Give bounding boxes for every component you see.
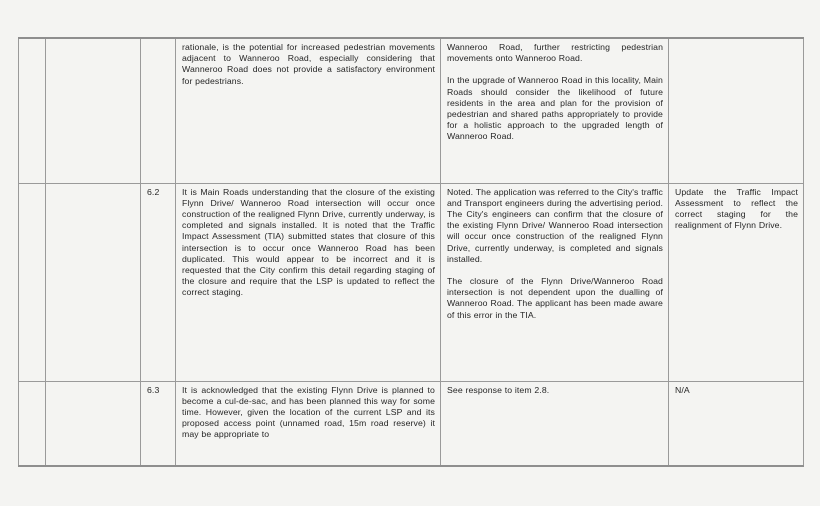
action-paragraph: N/A: [675, 384, 690, 395]
cell-item-number: 6.2: [141, 183, 176, 381]
cell-item-number: [141, 38, 176, 183]
table-row: [19, 38, 804, 183]
response-paragraph-2: In the upgrade of Wanneroo Road in this locality, Main Roads should consider the likelihood of future residents in the area and plan for the provision of pedestrian and shared paths appropriately to provide for a holistic approach to the upgraded length of Wanneroo Road.: [447, 75, 663, 142]
cell-blank-b: [46, 381, 141, 466]
cell-blank-b: [46, 183, 141, 381]
action-paragraph: Update the Traffic Impact Assessment to reflect the correct staging for the realignment of Flynn Drive.: [675, 186, 798, 231]
table-row: [19, 183, 804, 381]
cell-comment: [176, 183, 441, 381]
response-paragraph-2: The closure of the Flynn Drive/Wanneroo Road intersection is not dependent upon the dualling of Wanneroo Road. The applicant has been made aware of this error in the TIA.: [447, 275, 663, 320]
response-paragraph-1: See response to item 2.8.: [447, 384, 550, 395]
cell-item-number: 6.3: [141, 381, 176, 466]
comment-paragraph: rationale, is the potential for increased pedestrian movements adjacent to Wanneroo Road, especially considering that Wanneroo Road does not provide a satisfactory environment for pedestrians.: [182, 42, 435, 86]
cell-action: [669, 381, 804, 466]
cell-blank-a: [19, 381, 46, 466]
comment-paragraph: It is Main Roads understanding that the closure of the existing Flynn Drive/ Wanneroo Road intersection will occur once construction of the realigned Flynn Drive, currently underway, is completed and signals installed. It is noted that the Traffic Impact Assessment (TIA) submitted states that closure of this intersection is to occur once Wanneroo Road has been duplicated. This would appear to be incorrect and it is requested that the City confirm this detail regarding staging of the closure and require that the LSP is updated to reflect the correct staging.: [182, 186, 435, 298]
comment-paragraph: It is acknowledged that the existing Flynn Drive is planned to become a cul-de-sac, and has been planned this way for some time. However, given the location of the current LSP and its proposed access point (unnamed road, 15m road reserve) it may be appropriate to: [182, 384, 435, 440]
cell-action: [669, 183, 804, 381]
cell-action: [669, 38, 804, 183]
table-row: [19, 381, 804, 466]
response-paragraph-1: Wanneroo Road, further restricting pedestrian movements onto Wanneroo Road.: [447, 42, 663, 64]
comments-response-table: [18, 37, 804, 467]
cell-comment: [176, 381, 441, 466]
cell-response: [441, 183, 669, 381]
response-paragraph-1: Noted. The application was referred to the City's traffic and Transport engineers during the advertising period. The City's engineers can confirm that the closure of the existing Flynn Drive/ Wanneroo Road intersection will occur once construction of the realigned Flynn Drive, currently underway, is completed and signals installed.: [447, 186, 663, 264]
cell-blank-a: [19, 183, 46, 381]
cell-response: [441, 381, 669, 466]
cell-response: [441, 38, 669, 183]
cell-blank-a: [19, 38, 46, 183]
cell-blank-b: [46, 38, 141, 183]
cell-comment: [176, 38, 441, 183]
